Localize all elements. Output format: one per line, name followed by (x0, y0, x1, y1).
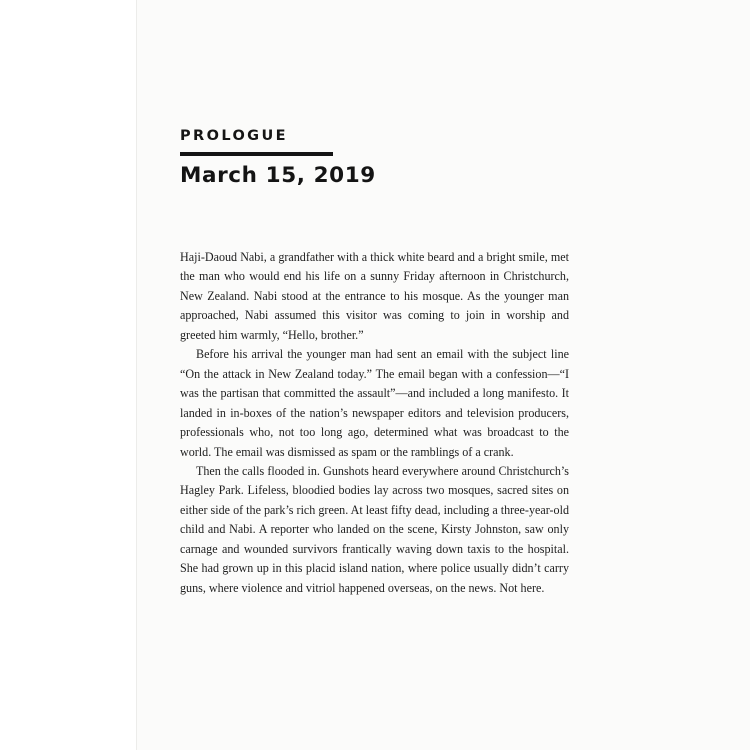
chapter-divider (180, 152, 333, 156)
paragraph-1: Haji-Daoud Nabi, a grandfather with a thick white beard and a bright smile, met the man who would end his life on a sunny Friday afternoon in Christchurch, New Zealand. Nabi stood at the entrance to his mosque. As the younger man approached, Nabi assumed this visitor was coming to join in worship and greeted him warmly, “Hello, brother.” (180, 250, 569, 342)
chapter-title: March 15, 2019 (180, 163, 376, 188)
chapter-label: PROLOGUE (180, 128, 288, 144)
body-text (180, 248, 569, 598)
paragraph-2: Before his arrival the younger man had sent an email with the subject line “On the attack in New Zealand today.” The email began with a confession—“I was the partisan that committed the assault”—and included a long manifesto. It landed in in-boxes of the nation’s newspaper editors and television producers, professionals who, not too long ago, determined what was broadcast to the world. The email was dismissed as spam or the ramblings of a crank. (180, 347, 569, 459)
paragraph-3: Then the calls flooded in. Gunshots heard everywhere around Christchurch’s Hagley Park. Lifeless, bloodied bodies lay across two mosques, sacred sites on either side of the park’s rich green. At least fifty dead, including a three-year-old child and Nabi. A reporter who landed on the scene, Kirsty Johnston, saw only carnage and wounded survivors frantically waving down taxis to the hospital. She had grown up in this placid island nation, where police usually didn’t carry guns, where violence and vitriol happened overseas, on the news. Not here. (180, 463, 569, 595)
